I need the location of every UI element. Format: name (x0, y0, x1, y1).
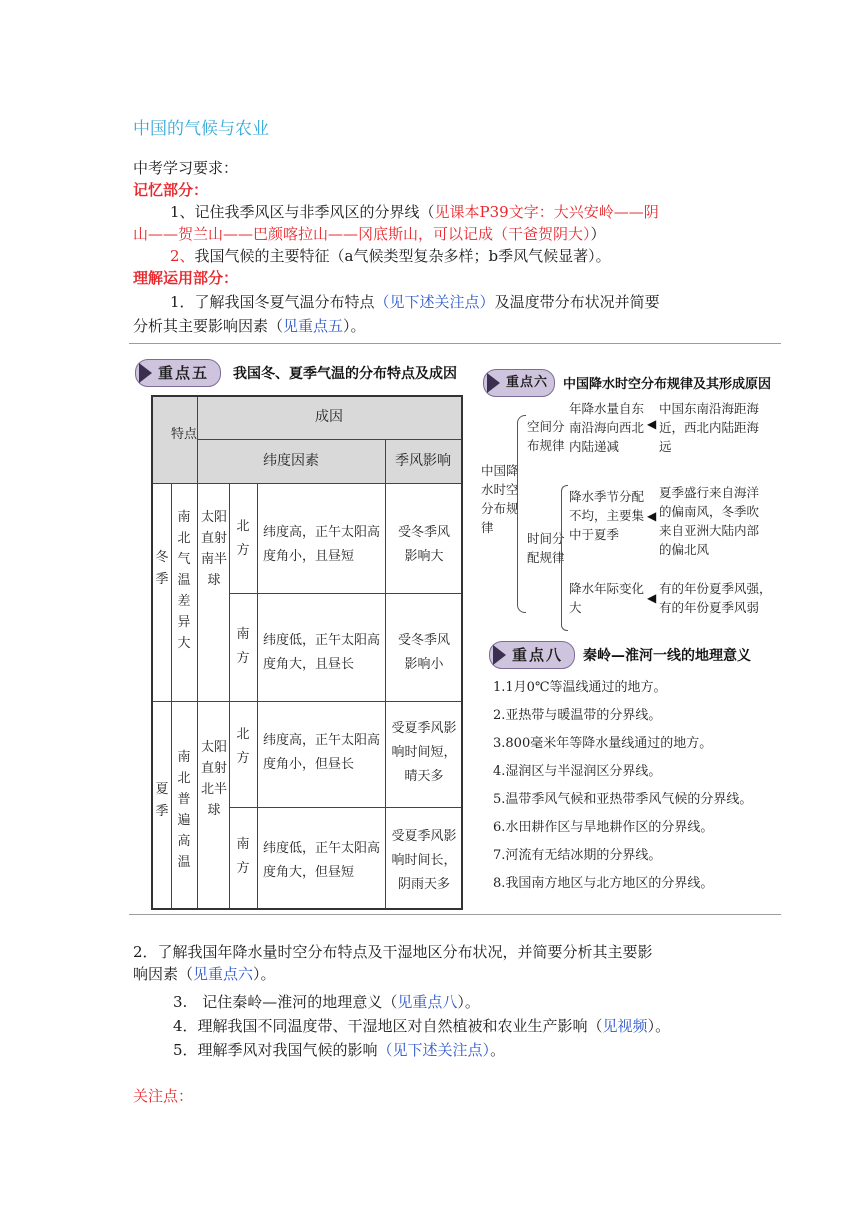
header-monsoon: 季风影响 (395, 453, 451, 469)
p6-space-cause: 中国东南沿海距海 近，西北内陆距海 远 (659, 401, 760, 454)
p6-time-rule-2: 降水年际变化 大 (569, 581, 645, 615)
arrow-left-icon: ◀ (647, 591, 657, 605)
summer-season: 夏季 (155, 782, 169, 819)
temperature-table (151, 395, 463, 910)
p8-item: 5.温带季风气候和亚热带季风气候的分界线。 (493, 792, 753, 807)
badge-key-point-5: 重点五 (135, 359, 221, 387)
figure-bottom-rule (129, 914, 781, 915)
p8-item: 2.亚热带与暖温带的分界线。 (493, 708, 662, 723)
badge-key-point-6: 重点六 (483, 369, 555, 397)
p6-time-cause-2: 有的年份夏季风强， 有的年份夏季风弱 (659, 581, 772, 615)
winter-south-latitude: 纬度低，正午太阳高度角大，且昼长 (263, 633, 381, 672)
p6-root-label: 中国降 水时空 分布规 律 (481, 463, 519, 535)
memory-item-2: 2、我国气候的主要特征（a气候类型复杂多样；b季风气候显著）。 (170, 247, 611, 265)
p8-item: 8.我国南方地区与北方地区的分界线。 (493, 876, 714, 891)
apply-heading: 理解运用部分： (133, 269, 239, 287)
p6-root-brace (517, 415, 526, 613)
p8-item: 3.800毫米年等降水量线通过的地方。 (493, 736, 713, 751)
winter-season: 冬季 (155, 550, 169, 587)
apply-item-1-cont: 分析其主要影响因素（见重点五）。 (133, 317, 366, 335)
summer-south-latitude: 纬度低，正午太阳高度角大，但昼短 (263, 841, 381, 880)
winter-south-monsoon: 受冬季风影响小 (397, 633, 450, 672)
arrow-left-icon: ◀ (647, 509, 657, 523)
focus-heading: 关注点： (133, 1087, 194, 1105)
apply-item-4: 4．理解我国不同温度带、干湿地区对自然植被和农业生产影响（见视频）。 (173, 1017, 671, 1035)
summer-north-latitude: 纬度高，正午太阳高度角小，但昼长 (263, 733, 381, 772)
summer-north-monsoon: 受夏季风影响时间短，晴天多 (391, 721, 457, 784)
p6-space-label: 空间分 布规律 (527, 419, 565, 453)
figure-top-rule (129, 343, 781, 344)
key-points-figure (129, 343, 781, 915)
summer-north-region: 北方 (236, 727, 250, 766)
summer-south-region: 南方 (236, 837, 250, 876)
summer-south-monsoon: 受夏季风影响时间长，阴雨天多 (391, 829, 457, 892)
p6-time-rule-1: 降水季节分配 不均，主要集 中于夏季 (569, 489, 645, 542)
apply-item-3: 3. 记住秦岭—淮河的地理意义（见重点八）。 (173, 993, 480, 1011)
memory-item-1: 1、记住我季风区与非季风区的分界线（见课本P39文字：大兴安岭——阴 (170, 203, 659, 221)
winter-north-latitude: 纬度高，正午太阳高度角小，且昼短 (263, 525, 381, 564)
play-arrow-icon (487, 373, 500, 393)
badge-key-point-8: 重点八 (489, 641, 575, 669)
winter-sun: 太阳直射南半球 (200, 510, 227, 588)
apply-item-5: 5．理解季风对我国气候的影响（见下述关注点）。 (173, 1041, 506, 1059)
memory-heading: 记忆部分： (133, 181, 209, 199)
key-point-5-title: 我国冬、夏季气温的分布特点及成因 (233, 366, 457, 382)
p8-item: 6.水田耕作区与旱地耕作区的分界线。 (493, 820, 714, 835)
play-arrow-icon (493, 645, 506, 665)
winter-north-monsoon: 受冬季风影响大 (397, 525, 450, 564)
p6-space-rule: 年降水量自东 南沿海向西北 内陆递减 (569, 401, 645, 454)
p6-time-cause-1: 夏季盛行来自海洋 的偏南风，冬季吹 来自亚洲大陆内部 的偏北风 (659, 485, 760, 557)
header-cause: 成因 (315, 409, 343, 425)
winter-north-region: 北方 (236, 519, 250, 558)
p8-item: 4.湿润区与半湿润区分界线。 (493, 764, 662, 779)
apply-item-2: 2．了解我国年降水量时空分布特点及干湿地区分布状况，并简要分析其主要影 (133, 943, 653, 961)
apply-item-2-cont: 响因素（见重点六）。 (133, 965, 276, 983)
play-arrow-icon (139, 363, 152, 383)
memory-item-1-cont: 山——贺兰山——巴颜喀拉山——冈底斯山，可以记成（干爸贺阴大）） (133, 225, 606, 243)
header-latitude: 纬度因素 (263, 453, 319, 469)
key-point-8-title: 秦岭—淮河一线的地理意义 (583, 648, 751, 664)
requirements-heading: 中考学习要求： (133, 159, 239, 177)
p8-item: 7.河流有无结冰期的分界线。 (493, 848, 662, 863)
arrow-left-icon: ◀ (647, 417, 657, 431)
summer-feature: 南北普遍高温 (177, 750, 191, 870)
winter-feature: 南北气温差异大 (177, 510, 191, 651)
key-point-6-title: 中国降水时空分布规律及其形成原因 (563, 377, 772, 392)
summer-sun: 太阳直射北半球 (200, 740, 227, 818)
header-feature: 特点 (170, 427, 197, 442)
apply-item-1: 1．了解我国冬夏气温分布特点（见下述关注点）及温度带分布状况并简要 (170, 293, 660, 311)
p6-time-label: 时间分 配规律 (527, 531, 565, 565)
p6-time-brace (561, 485, 568, 631)
doc-title: 中国的气候与农业 (133, 119, 269, 139)
p8-item: 1.1月0℃等温线通过的地方。 (493, 680, 667, 695)
winter-south-region: 南方 (236, 627, 250, 666)
